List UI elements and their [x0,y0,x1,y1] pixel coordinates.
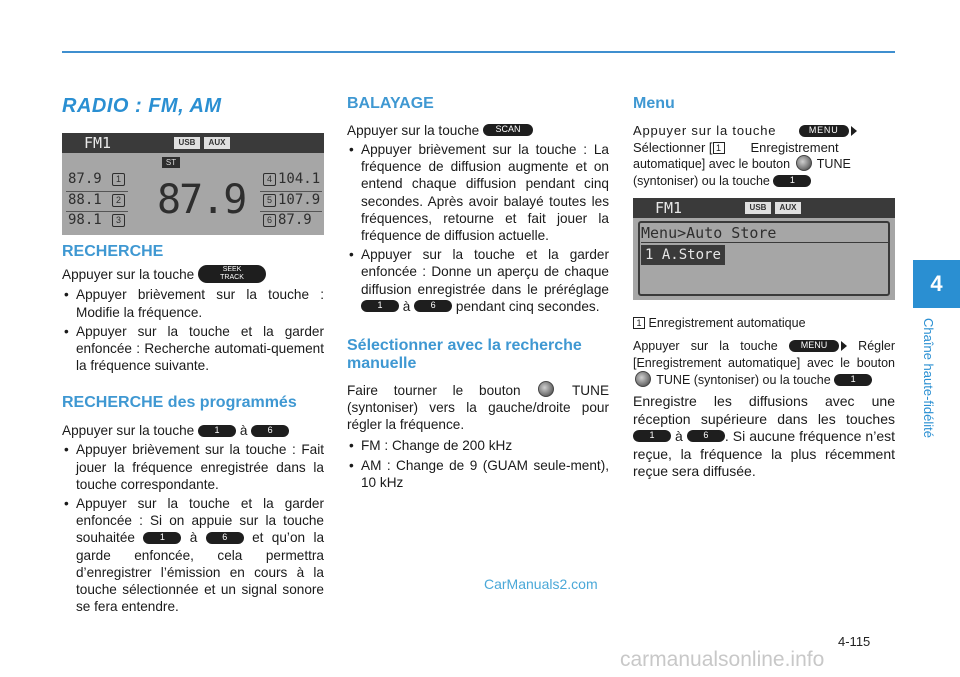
section-title-recherche: RECHERCHE [62,243,164,260]
arrow-right-icon [841,341,847,351]
preset-number: 3 [112,214,125,227]
menu-key: MENU [789,340,839,352]
seek-track-key [198,265,266,283]
paragraph-text: . Si aucune fréquence n’est reçue, la fréquence la plus récemment reçue sera diffusée. [633,428,895,479]
preset-key-6: 6 [251,425,289,437]
chapter-title: Chaîne haute-fidélité [921,318,936,438]
preset-key-1: 1 [834,374,872,386]
preset-number: 1 [112,173,125,186]
list-item [62,495,324,615]
list-item: • Appuyer brièvement sur la touche : Fait jouer la fréquence enregistrée dans la touche correspondante. [62,441,324,493]
stereo-indicator: ST [162,157,180,168]
scan-key: SCAN [483,124,533,136]
column-left [62,92,324,615]
menu-item-label: A.Store [661,247,721,263]
preset-number: 5 [263,194,276,207]
section-title-recherche-manuelle: Sélectionner avec la recherche manuelle [347,337,582,373]
list-item: • AM : Change de 9 (GUAM seule-ment), 10 kHz [347,457,609,491]
preset-freq: 88.1 [68,192,102,208]
preset-key-1: 1 [773,175,811,187]
preset-freq: 98.1 [68,212,102,228]
paragraph-text: TUNE (syntoniser) ou [656,373,777,387]
sub-section-title [633,315,895,332]
section-title-menu: Menu [633,95,675,112]
paragraph-text: [Enregistrement automatique] avec [633,356,834,370]
intro-text: Appuyer sur la touche [62,423,195,439]
arrow-right-icon [851,126,857,136]
paragraph-text: Enregistrement [750,140,839,155]
balayage-bullets [347,141,609,315]
preset-key-1: 1 [633,430,671,442]
connector-text: à [189,530,198,546]
page-number: 4-115 [838,634,871,649]
connector-text: à [675,428,683,444]
aux-chip: AUX [204,137,230,149]
menu-paragraph-1c [633,156,895,173]
menu-paragraph-1b [633,139,895,156]
section-title-balayage: BALAYAGE [347,95,434,112]
paragraph-text: Faire tourner le bouton [347,383,521,399]
tune-knob-icon [635,371,651,387]
number-box-icon: 1 [713,142,725,154]
preset-freq: 87.9 [68,171,102,187]
recherche-intro-text: Appuyer sur la touche [62,267,195,282]
section-title-recherche-programmes: RECHERCHE des programmés [62,394,297,412]
paragraph-text: la touche [779,373,831,387]
preset-key-1: 1 [198,425,236,437]
menu-key: MENU [799,125,849,137]
balayage-intro [347,122,609,139]
usb-chip: USB [174,137,200,149]
paragraph-text: automatique] avec le bouton [633,157,791,171]
preset-key-6: 6 [687,430,725,442]
sub-section-label: Enregistrement automatique [648,316,806,330]
list-item: • FM : Change de 200 kHz [347,437,609,454]
current-frequency: 87.9 [157,177,246,223]
radio-display-image [62,133,324,235]
menu-paragraph-1d [633,173,895,190]
menu-band-label: FM1 [655,199,683,217]
track-key-label: TRACK [220,274,244,282]
manuelle-paragraph [347,382,609,433]
list-item: • Appuyer brièvement sur la touche : La fréquence de diffusion augmente et on entend chaque diffusion pendant cinq secondes. Après avoir balayé toutes les fréquences, retourne et fait jouer la fréquence de diffusion actuelle. [347,141,609,244]
intro-text: Appuyer sur la touche [347,123,480,138]
manuelle-bullets [347,437,609,491]
preset-key-6: 6 [206,532,244,544]
bullet-text: Appuyer sur la touche et la garder enfoncée : Si on appuie sur la touche souhaitée [76,496,324,546]
recherche-prog-intro [62,422,324,439]
recherche-prog-bullets [62,441,324,615]
paragraph-text: Enregistre les diffusions avec une réception supérieure dans les touches [633,393,895,427]
page-title: RADIO : FM, AM [62,95,222,117]
footer-watermark: carmanualsonline.info [620,648,825,671]
aux-chip: AUX [775,202,801,214]
connector-text: à [239,423,248,439]
preset-key-6: 6 [414,300,452,312]
paragraph-text: Régler [858,339,895,353]
menu-paragraph-1 [633,122,895,139]
preset-number: 2 [112,194,125,207]
tune-knob-icon [538,381,554,397]
menu-display-title: Menu>Auto Store [641,224,777,242]
preset-freq: 104.1 [278,171,321,187]
preset-key-1: 1 [143,532,181,544]
tune-knob-icon [796,155,812,171]
column-middle [347,92,609,491]
chapter-number-tab: 4 [913,260,960,308]
preset-freq: 87.9 [278,212,312,228]
recherche-intro [62,266,324,284]
menu-item-auto-store [641,245,725,265]
number-box-icon: 1 [633,317,645,329]
menu-divider [641,242,889,243]
recherche-bullets [62,286,324,374]
list-item: • Appuyer brièvement sur la touche : Modifie la fréquence. [62,286,324,320]
seek-key-label: SEEK [222,266,242,274]
paragraph-text: Appuyer sur la touche [633,123,777,138]
list-item: • Appuyer sur la touche et la garder enfoncée : Recherche automati-quement la fréquence suivante. [62,323,324,375]
menu-paragraph-2 [633,338,895,389]
paragraph-text: Appuyer sur la touche [633,339,778,353]
bullet-text: et qu’on la garde enfoncée, cela permettra d’enregistrer l’émission en cours à la touche sélectionnée et un signal sonore se fera entendre. [76,530,325,615]
preset-freq: 107.9 [278,192,321,208]
top-rule [62,51,895,53]
preset-key-1: 1 [361,300,399,312]
paragraph-text: TUNE (syntoniser) vers la gauche/droite pour régler la fréquence. [347,383,610,433]
watermark-carmanuals: CarManuals2.com [484,576,598,592]
usb-chip: USB [745,202,771,214]
radio-band-label: FM1 [84,134,112,152]
connector-text: à [402,298,411,314]
preset-number: 4 [263,173,276,186]
paragraph-text: TUNE [816,157,851,171]
bullet-text: pendant cinq secondes. [455,298,600,314]
paragraph-text: (syntoniser) ou la touche [633,174,770,188]
preset-number: 6 [263,214,276,227]
menu-item-number: 1 [645,247,654,263]
bullet-text: Appuyer sur la touche et la garder enfoncée : Donne un aperçu de chaque diffusion enregistrée dans le préréglage [361,247,609,297]
column-right [633,92,895,481]
menu-display-image [633,198,895,300]
menu-paragraph-3 [633,393,895,481]
paragraph-text: le bouton [840,356,895,370]
paragraph-text: Sélectionner [ [633,140,713,155]
list-item [347,246,609,315]
